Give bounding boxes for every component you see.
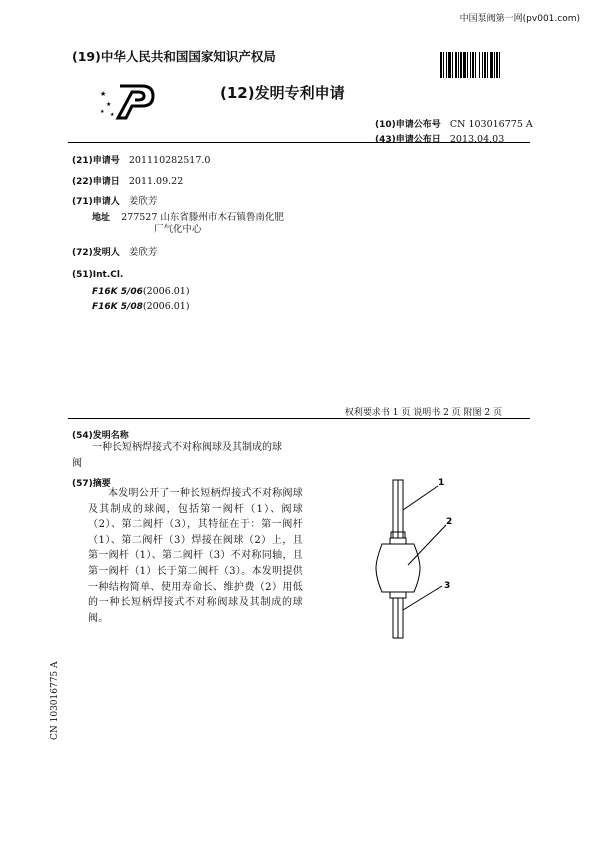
pub-date: 2013.04.03 — [449, 134, 505, 145]
valve-ball-drawing — [360, 470, 470, 645]
document-type: (12)发明专利申请 — [220, 84, 345, 102]
inventor: 姜欣芳 — [128, 247, 158, 258]
barcode — [440, 52, 528, 78]
app-no-label: (21)申请号 — [72, 156, 120, 166]
svg-text:★: ★ — [100, 90, 107, 98]
patent-office: (19)中华人民共和国国家知识产权局 — [72, 49, 276, 64]
address-label: 地址 — [92, 213, 111, 223]
ipc-code: F16K 5/06 — [92, 287, 143, 297]
pub-date-label: (43)申请公布日 — [375, 135, 441, 145]
ipc-version: (2006.01) — [142, 286, 190, 297]
svg-text:★: ★ — [100, 109, 105, 115]
abstract-text: 本发明公开了一种长短柄焊接式不对称阀球及其制成的球阀，包括第一阀杆（1）、阀球（2）、第二阀杆（3），其特征在于：第一阀杆（1）、第二阀杆（3）焊接在阀球（2）上，且第一阀杆（1）、第二阀杆（3）不对称同轴，且第一阀杆（1）长于第二阀杆（3）。本发明提供一种结构简单、使用寿命长、维护费（2）用低的一种长短柄焊接式不对称阀球及其制成的球阀。 — [88, 488, 303, 624]
inventor-label: (72)发明人 — [72, 248, 120, 258]
figure-label: 2 — [446, 517, 453, 527]
abstract-label: (57)摘要 — [72, 479, 111, 489]
side-publication-number: CN 103016775 A — [50, 661, 60, 740]
invention-title-line2: 阀 — [72, 458, 82, 469]
pub-no: CN 103016775 A — [449, 119, 533, 130]
header-divider — [68, 142, 530, 143]
site-watermark: 中国泵阀第一网(pv001.com) — [459, 14, 580, 24]
ipc-entry — [92, 294, 190, 313]
pages-info: 权利要求书 1 页 说明书 2 页 附图 2 页 — [344, 408, 502, 418]
mid-divider — [68, 418, 530, 419]
app-no: 201110282517.0 — [128, 155, 211, 166]
applicant: 姜欣芳 — [128, 196, 158, 207]
svg-text:★: ★ — [106, 101, 112, 108]
app-date: 2011.09.22 — [128, 176, 184, 187]
address-line1: 277527 山东省滕州市木石镇鲁南化肥 — [121, 212, 284, 223]
pub-no-label: (10)申请公布号 — [375, 120, 441, 130]
cnipa-logo-icon — [98, 82, 158, 122]
figure-label: 3 — [444, 581, 451, 591]
ipc-version: (2006.01) — [142, 301, 190, 312]
ipc-code: F16K 5/08 — [92, 302, 143, 312]
app-date-label: (22)申请日 — [72, 177, 120, 187]
svg-text:★: ★ — [110, 112, 115, 118]
barcode-bar — [500, 52, 502, 78]
address-line2: 厂气化中心 — [154, 224, 202, 235]
title-label: (54)发明名称 — [72, 431, 129, 441]
intcl-label: (51)Int.Cl. — [72, 270, 124, 280]
invention-title-line1: 一种长短柄焊接式不对称阀球及其制成的球 — [92, 442, 282, 453]
applicant-label: (71)申请人 — [72, 197, 120, 207]
figure-label: 1 — [438, 478, 445, 488]
